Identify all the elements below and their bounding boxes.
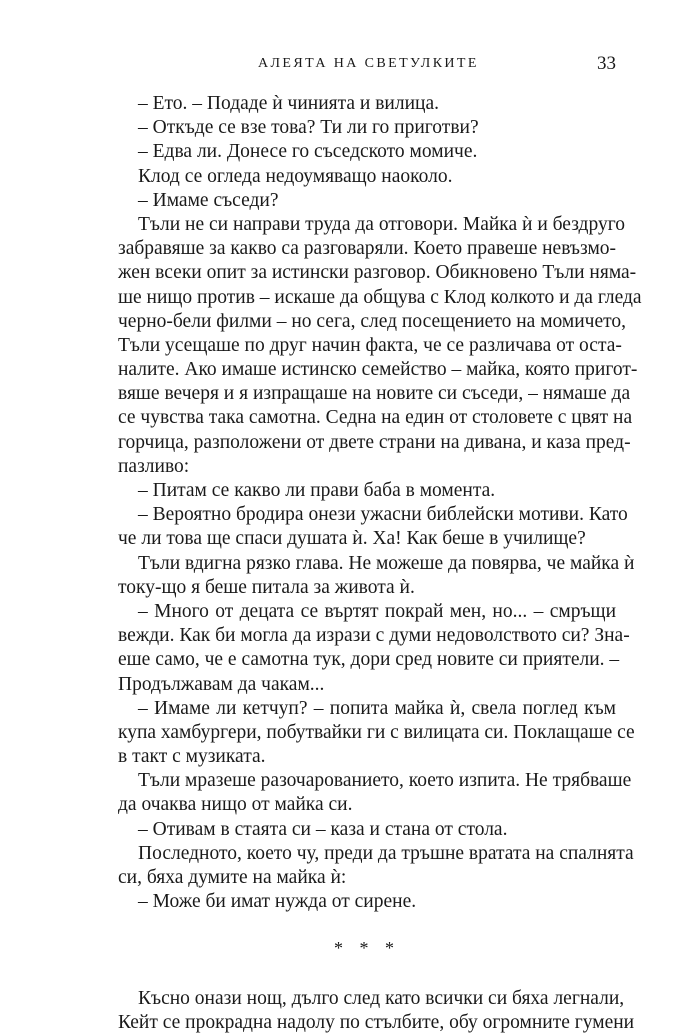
- text-line: горчица, разположени от двете страни на дивана, и каза пред-: [118, 431, 631, 453]
- text-line: Тъли не си направи труда да отговори. Майка ѝ и бездруго: [138, 213, 625, 235]
- text-line: забравяше за какво са разговаряли. Което правеше невъзмо-: [118, 238, 617, 260]
- text-line: Продължавам да чакам...: [118, 673, 325, 695]
- text-line: налите. Ако имаше истинско семейство – майка, която пригот-: [118, 359, 638, 381]
- text-line: – Имаме съседи?: [138, 189, 279, 211]
- text-line: – Питам се какво ли прави баба в момента.: [138, 480, 496, 501]
- text-line: – Вероятно бродира онези ужасни библейски мотиви. Като: [138, 504, 628, 526]
- text-line: жен всеки опит за истински разговор. Обикновено Тъли няма-: [118, 262, 637, 284]
- text-line: Тъли вдигна рязко глава. Не можеше да повярва, че майка ѝ: [138, 552, 635, 574]
- text-line: – Имаме ли кетчуп? – попита майка ѝ, свела поглед към: [138, 697, 616, 719]
- text-line: се чувства така самотна. Седна на един от столовете с цвят на: [118, 407, 633, 429]
- body-text: [118, 92, 642, 1035]
- text-line: – Много от децата се въртят покрай мен, но... – смръщи: [138, 600, 616, 622]
- text-line: Тъли усещаше по друг начин факта, че се различава от оста-: [118, 334, 622, 356]
- text-line: черно-бели филми – но сега, след посещението на момичето,: [118, 310, 627, 332]
- text-line: – Едва ли. Донесе го съседското момиче.: [138, 141, 478, 163]
- text-line: Последното, което чу, преди да тръшне вратата на спалнята: [138, 842, 634, 864]
- text-line: Тъли мразеше разочарованието, което изпита. Не трябваше: [138, 770, 632, 792]
- text-line: вежди. Как би могла да изрази с думи недоволството си? Зна-: [118, 625, 630, 647]
- text-line: да очаква нищо от майка си.: [118, 794, 353, 816]
- text-line: Клод се огледа недоумяващо наоколо.: [138, 165, 453, 187]
- text-line: Кейт се прокрадна надолу по стълбите, обу огромните гумени: [118, 1011, 635, 1033]
- text-line: Късно онази нощ, дълго след като всички си бяха легнали,: [138, 987, 625, 1009]
- text-line: – Отивам в стаята си – каза и стана от стола.: [138, 818, 508, 840]
- text-line: ше нищо против – искаше да общува с Клод колкото и да гледа: [118, 286, 642, 308]
- text-line: че ли това ще спаси душата ѝ. Ха! Как беше в училище?: [118, 528, 586, 550]
- page-number: 33: [597, 53, 616, 74]
- text-line: в такт с музиката.: [118, 746, 266, 768]
- text-line: еше само, че е самотна тук, дори сред новите си приятели. –: [118, 649, 620, 671]
- text-line: – Може би имат нужда от сирене.: [138, 891, 417, 913]
- running-header: [118, 53, 616, 78]
- section-separator: * * *: [334, 938, 400, 959]
- text-line: току-що я беше питала за живота ѝ.: [118, 576, 415, 598]
- running-title: АЛЕЯТА НА СВЕТУЛКИТЕ: [258, 56, 479, 71]
- text-line: купа хамбургери, побутвайки ги с вилицата си. Поклащаше се: [118, 721, 635, 743]
- text-line: си, бяха думите на майка ѝ:: [118, 867, 347, 888]
- text-line: – Откъде се взе това? Ти ли го приготви?: [138, 117, 479, 139]
- text-line: вяше вечеря и я изпращаше на новите си съседи, – нямаше да: [118, 383, 631, 405]
- text-line: – Ето. – Подаде ѝ чинията и вилица.: [138, 93, 439, 114]
- text-line: пазливо:: [118, 455, 190, 477]
